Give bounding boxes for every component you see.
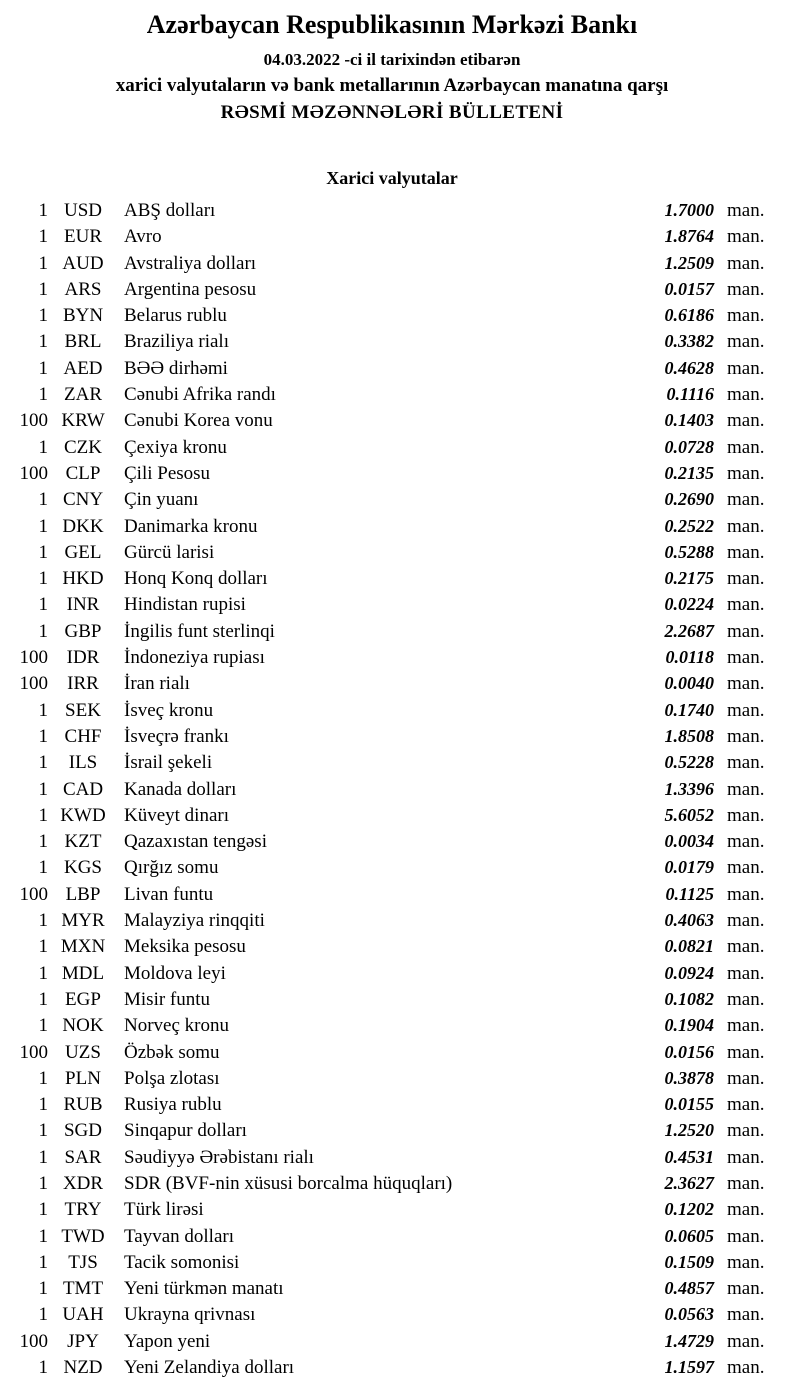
page-title: Azərbaycan Respublikasının Mərkəzi Bankı (146, 10, 638, 39)
qty-cell: 1 (38, 357, 48, 379)
unit-cell: man. (727, 1199, 765, 1221)
table-row (10, 381, 774, 407)
qty-cell: 100 (19, 410, 48, 432)
unit-cell: man. (727, 594, 765, 616)
table-row (10, 1170, 774, 1196)
qty-cell: 1 (38, 1094, 48, 1116)
table-row (10, 723, 774, 749)
rate-cell: 0.0156 (664, 1041, 714, 1062)
qty-cell: 1 (38, 962, 48, 984)
table-row (10, 513, 774, 539)
unit-cell: man. (727, 1304, 765, 1326)
code-cell: MYR (61, 910, 105, 932)
rate-cell: 0.4628 (664, 357, 714, 378)
name-cell: Küveyt dinarı (124, 804, 230, 826)
table-row (10, 1091, 774, 1117)
code-cell: EGP (65, 988, 101, 1010)
qty-cell: 1 (38, 752, 48, 774)
code-cell: CZK (64, 436, 102, 458)
qty-cell: 1 (38, 541, 48, 563)
qty-cell: 1 (38, 226, 48, 248)
section-title-foreign-currencies: Xarici valyutalar (326, 168, 458, 188)
unit-cell: man. (727, 384, 765, 406)
code-cell: PLN (65, 1067, 101, 1089)
name-cell: Yeni türkmən manatı (124, 1278, 284, 1300)
table-row (10, 1117, 774, 1143)
qty-cell: 1 (38, 857, 48, 879)
name-cell: İngilis funt sterlinqi (124, 620, 275, 642)
unit-cell: man. (727, 910, 765, 932)
rate-cell: 0.0728 (664, 436, 714, 457)
unit-cell: man. (727, 804, 765, 826)
qty-cell: 1 (38, 1015, 48, 1037)
name-cell: Argentina pesosu (124, 278, 257, 300)
name-cell: ABŞ dolları (124, 200, 216, 221)
qty-cell: 1 (38, 305, 48, 327)
rate-cell: 0.3878 (664, 1067, 714, 1088)
name-cell: Moldova leyi (124, 962, 226, 984)
bulletin-title-line: RƏSMİ MƏZƏNNƏLƏRİ BÜLLETENİ (220, 102, 564, 123)
unit-cell: man. (727, 200, 765, 221)
table-row (10, 644, 774, 670)
code-cell: GEL (64, 541, 102, 563)
rate-cell: 0.4531 (664, 1146, 714, 1167)
code-cell: TMT (62, 1278, 104, 1300)
table-row (10, 434, 774, 460)
rate-cell: 0.0034 (664, 831, 714, 852)
name-cell: Sinqapur dolları (124, 1120, 247, 1142)
table-row (10, 960, 774, 986)
unit-cell: man. (727, 568, 765, 590)
code-cell: BYN (62, 305, 104, 327)
unit-cell: man. (727, 357, 765, 379)
code-cell: IRR (67, 673, 99, 695)
unit-cell: man. (727, 489, 765, 511)
rate-cell: 2.3627 (664, 1172, 714, 1193)
unit-cell: man. (727, 226, 765, 248)
table-row (10, 1144, 774, 1170)
rate-cell: 0.0224 (664, 594, 714, 615)
table-row (10, 302, 774, 328)
table-row (10, 539, 774, 565)
rate-cell: 0.5228 (664, 752, 714, 773)
unit-cell: man. (727, 278, 765, 300)
qty-cell: 1 (38, 489, 48, 511)
name-cell: Cənubi Afrika randı (124, 384, 276, 406)
table-row (10, 565, 774, 591)
name-cell: İsveçrə frankı (124, 725, 229, 747)
unit-cell: man. (727, 936, 765, 958)
table-row (10, 1039, 774, 1065)
unit-cell: man. (727, 1094, 765, 1116)
unit-cell: man. (727, 252, 765, 274)
qty-cell: 1 (38, 568, 48, 590)
qty-cell: 1 (38, 1278, 48, 1300)
qty-cell: 100 (19, 647, 48, 669)
unit-cell: man. (727, 883, 765, 905)
qty-cell: 1 (38, 1120, 48, 1142)
unit-cell: man. (727, 515, 765, 537)
table-row (10, 828, 774, 854)
table-row (10, 1249, 774, 1275)
table-row (10, 881, 774, 907)
qty-cell: 1 (38, 988, 48, 1010)
qty-cell: 1 (38, 515, 48, 537)
unit-cell: man. (727, 857, 765, 879)
qty-cell: 1 (38, 1357, 48, 1379)
rate-cell: 0.1125 (665, 883, 714, 904)
table-row (10, 670, 774, 696)
unit-cell: man. (727, 1015, 765, 1037)
name-cell: Avro (124, 226, 162, 248)
qty-cell: 1 (38, 778, 48, 800)
name-cell: Cənubi Korea vonu (124, 410, 273, 432)
unit-cell: man. (727, 778, 765, 800)
unit-cell: man. (727, 1067, 765, 1089)
rate-cell: 0.1116 (666, 384, 714, 405)
unit-cell: man. (727, 1146, 765, 1168)
rate-cell: 0.5288 (664, 541, 714, 562)
table-row (10, 1328, 774, 1354)
table-row (10, 591, 774, 617)
qty-cell: 100 (19, 462, 48, 484)
rate-cell: 0.2690 (664, 489, 714, 510)
code-cell: EUR (64, 226, 102, 248)
table-row (10, 618, 774, 644)
qty-cell: 100 (19, 1041, 48, 1063)
rate-cell: 1.3396 (664, 778, 714, 799)
code-cell: USD (63, 200, 102, 221)
code-cell: GBP (64, 620, 102, 642)
code-cell: DKK (62, 515, 104, 537)
code-cell: UAH (62, 1304, 104, 1326)
name-cell: Malayziya rinqqiti (124, 910, 265, 932)
subtitle-line: xarici valyutaların və bank metallarının Azərbaycan manatına qarşı (115, 75, 669, 96)
qty-cell: 1 (38, 1251, 48, 1273)
name-cell: Belarus rublu (124, 305, 227, 327)
qty-cell: 1 (38, 200, 48, 221)
unit-cell: man. (727, 1357, 765, 1379)
table-row (10, 486, 774, 512)
table-row (10, 328, 774, 354)
table-row (10, 1012, 774, 1038)
code-cell: CHF (64, 725, 102, 747)
rate-cell: 0.0924 (664, 962, 714, 983)
table-row (10, 1354, 774, 1380)
name-cell: Çexiya kronu (124, 436, 227, 458)
name-cell: Çin yuanı (124, 489, 199, 511)
code-cell: SGD (63, 1120, 102, 1142)
code-cell: NOK (62, 1015, 104, 1037)
rate-cell: 0.1740 (664, 699, 714, 720)
unit-cell: man. (727, 1120, 765, 1142)
table-row (10, 776, 774, 802)
code-cell: RUB (63, 1094, 103, 1116)
code-cell: KRW (61, 410, 105, 432)
name-cell: Hindistan rupisi (124, 594, 246, 616)
table-row (10, 1223, 774, 1249)
code-cell: JPY (67, 1330, 99, 1352)
name-cell: BƏƏ dirhəmi (124, 357, 228, 379)
qty-cell: 1 (38, 278, 48, 300)
table-row (10, 802, 774, 828)
table-row (10, 933, 774, 959)
rate-cell: 0.1202 (664, 1199, 714, 1220)
rate-cell: 0.0179 (664, 857, 714, 878)
rate-cell: 2.2687 (664, 620, 714, 641)
unit-cell: man. (727, 1278, 765, 1300)
name-cell: Ukrayna qrivnası (124, 1304, 256, 1326)
code-cell: AED (63, 357, 103, 379)
rate-cell: 0.6186 (664, 305, 714, 326)
name-cell: Qırğız somu (124, 857, 219, 879)
name-cell: Çili Pesosu (124, 462, 211, 484)
effective-date-line: 04.03.2022 -ci il tarixindən etibarən (263, 50, 521, 69)
name-cell: Kanada dolları (124, 778, 237, 800)
code-cell: INR (66, 594, 100, 616)
name-cell: Polşa zlotası (124, 1067, 220, 1089)
code-cell: ILS (68, 752, 98, 774)
code-cell: CNY (62, 489, 104, 511)
code-cell: MXN (60, 936, 106, 958)
name-cell: Yeni Zelandiya dolları (124, 1357, 295, 1379)
qty-cell: 1 (38, 1146, 48, 1168)
unit-cell: man. (727, 725, 765, 747)
rate-cell: 1.2520 (664, 1120, 714, 1141)
qty-cell: 1 (38, 436, 48, 458)
name-cell: Səudiyyə Ərəbistanı rialı (124, 1146, 314, 1168)
unit-cell: man. (727, 647, 765, 669)
qty-cell: 1 (38, 1067, 48, 1089)
code-cell: TJS (68, 1251, 98, 1273)
unit-cell: man. (727, 1251, 765, 1273)
name-cell: İsveç kronu (124, 699, 214, 721)
unit-cell: man. (727, 620, 765, 642)
name-cell: İran rialı (124, 673, 190, 695)
qty-cell: 1 (38, 725, 48, 747)
rate-cell: 0.1082 (664, 988, 714, 1009)
rate-cell: 1.8508 (664, 725, 714, 746)
table-row (10, 854, 774, 880)
name-cell: Misir funtu (124, 988, 211, 1010)
table-row (10, 1196, 774, 1222)
code-cell: SAR (64, 1146, 102, 1168)
name-cell: Özbək somu (124, 1041, 220, 1063)
rate-cell: 1.7000 (664, 200, 714, 220)
table-row (10, 1275, 774, 1301)
qty-cell: 1 (38, 910, 48, 932)
code-cell: HKD (62, 568, 104, 590)
table-row (10, 749, 774, 775)
name-cell: Rusiya rublu (124, 1094, 222, 1116)
code-cell: ARS (64, 278, 102, 300)
rate-cell: 0.1509 (664, 1251, 714, 1272)
qty-cell: 100 (19, 883, 48, 905)
unit-cell: man. (727, 331, 765, 353)
table-row (10, 460, 774, 486)
qty-cell: 1 (38, 252, 48, 274)
rate-cell: 0.2175 (664, 568, 714, 589)
table-row (10, 197, 774, 223)
name-cell: İndoneziya rupiası (124, 647, 265, 669)
table-row (10, 1065, 774, 1091)
name-cell: Tayvan dolları (124, 1225, 234, 1247)
code-cell: TWD (61, 1225, 105, 1247)
code-cell: CAD (62, 778, 104, 800)
name-cell: Honq Konq dolları (124, 568, 268, 590)
qty-cell: 100 (19, 1330, 48, 1352)
rate-cell: 0.0118 (665, 647, 714, 668)
code-cell: XDR (62, 1172, 104, 1194)
rate-cell: 1.2509 (664, 252, 714, 273)
rate-cell: 0.3382 (664, 331, 714, 352)
rate-cell: 0.4063 (664, 910, 714, 931)
qty-cell: 1 (38, 384, 48, 406)
rate-cell: 0.0563 (664, 1304, 714, 1325)
rate-cell: 0.2135 (664, 462, 714, 483)
code-cell: TRY (64, 1199, 102, 1221)
name-cell: Braziliya rialı (124, 331, 229, 353)
rate-cell: 0.0155 (664, 1094, 714, 1115)
qty-cell: 1 (38, 331, 48, 353)
qty-cell: 1 (38, 831, 48, 853)
code-cell: SEK (65, 699, 101, 721)
qty-cell: 1 (38, 1199, 48, 1221)
unit-cell: man. (727, 1041, 765, 1063)
name-cell: Avstraliya dolları (124, 252, 257, 274)
table-row (10, 407, 774, 433)
code-cell: MDL (61, 962, 105, 984)
code-cell: KWD (60, 804, 106, 826)
rate-cell: 0.0157 (664, 278, 714, 299)
rate-cell: 1.1597 (664, 1357, 714, 1378)
unit-cell: man. (727, 831, 765, 853)
unit-cell: man. (727, 1330, 765, 1352)
rate-cell: 0.2522 (664, 515, 714, 536)
unit-cell: man. (727, 1172, 765, 1194)
code-cell: UZS (65, 1041, 101, 1063)
name-cell: Yapon yeni (124, 1330, 211, 1352)
rate-cell: 0.4857 (664, 1278, 714, 1299)
table-row (10, 250, 774, 276)
table-row (10, 276, 774, 302)
unit-cell: man. (727, 1225, 765, 1247)
rate-cell: 0.0040 (664, 673, 714, 694)
qty-cell: 1 (38, 1225, 48, 1247)
rate-cell: 5.6052 (664, 804, 714, 825)
name-cell: Qazaxıstan tengəsi (124, 831, 267, 853)
unit-cell: man. (727, 962, 765, 984)
name-cell: Livan funtu (124, 883, 214, 905)
unit-cell: man. (727, 462, 765, 484)
code-cell: BRL (64, 331, 102, 353)
name-cell: Danimarka kronu (124, 515, 258, 537)
code-cell: KZT (64, 831, 102, 853)
table-row (10, 355, 774, 381)
name-cell: Gürcü larisi (124, 541, 215, 563)
code-cell: LBP (65, 883, 101, 905)
unit-cell: man. (727, 988, 765, 1010)
qty-cell: 1 (38, 1304, 48, 1326)
qty-cell: 1 (38, 804, 48, 826)
name-cell: İsrail şekeli (124, 752, 213, 774)
code-cell: AUD (62, 252, 104, 274)
qty-cell: 1 (38, 699, 48, 721)
document-header (10, 6, 774, 124)
name-cell: Türk lirəsi (124, 1199, 204, 1221)
qty-cell: 1 (38, 1172, 48, 1194)
table-row (10, 907, 774, 933)
table-row (10, 1301, 774, 1327)
unit-cell: man. (727, 410, 765, 432)
name-cell: Tacik somonisi (124, 1251, 240, 1273)
unit-cell: man. (727, 699, 765, 721)
qty-cell: 1 (38, 936, 48, 958)
unit-cell: man. (727, 673, 765, 695)
name-cell: Norveç kronu (124, 1015, 229, 1037)
rate-cell: 1.8764 (664, 226, 714, 247)
unit-cell: man. (727, 541, 765, 563)
table-row (10, 223, 774, 249)
code-cell: CLP (65, 462, 101, 484)
code-cell: IDR (66, 647, 100, 669)
table-row (10, 697, 774, 723)
rate-cell: 0.1904 (664, 1015, 714, 1036)
rate-cell: 0.1403 (664, 410, 714, 431)
code-cell: KGS (63, 857, 102, 879)
name-cell: SDR (BVF-nin xüsusi borcalma hüquqları) (124, 1172, 453, 1194)
unit-cell: man. (727, 752, 765, 774)
qty-cell: 1 (38, 594, 48, 616)
rate-cell: 1.4729 (664, 1330, 714, 1351)
qty-cell: 1 (38, 620, 48, 642)
code-cell: ZAR (64, 384, 102, 406)
unit-cell: man. (727, 305, 765, 327)
rates-table (10, 197, 774, 1380)
rate-cell: 0.0821 (664, 936, 714, 957)
name-cell: Meksika pesosu (124, 936, 246, 958)
qty-cell: 100 (19, 673, 48, 695)
table-row (10, 986, 774, 1012)
rate-cell: 0.0605 (664, 1225, 714, 1246)
unit-cell: man. (727, 436, 765, 458)
code-cell: NZD (63, 1357, 103, 1379)
